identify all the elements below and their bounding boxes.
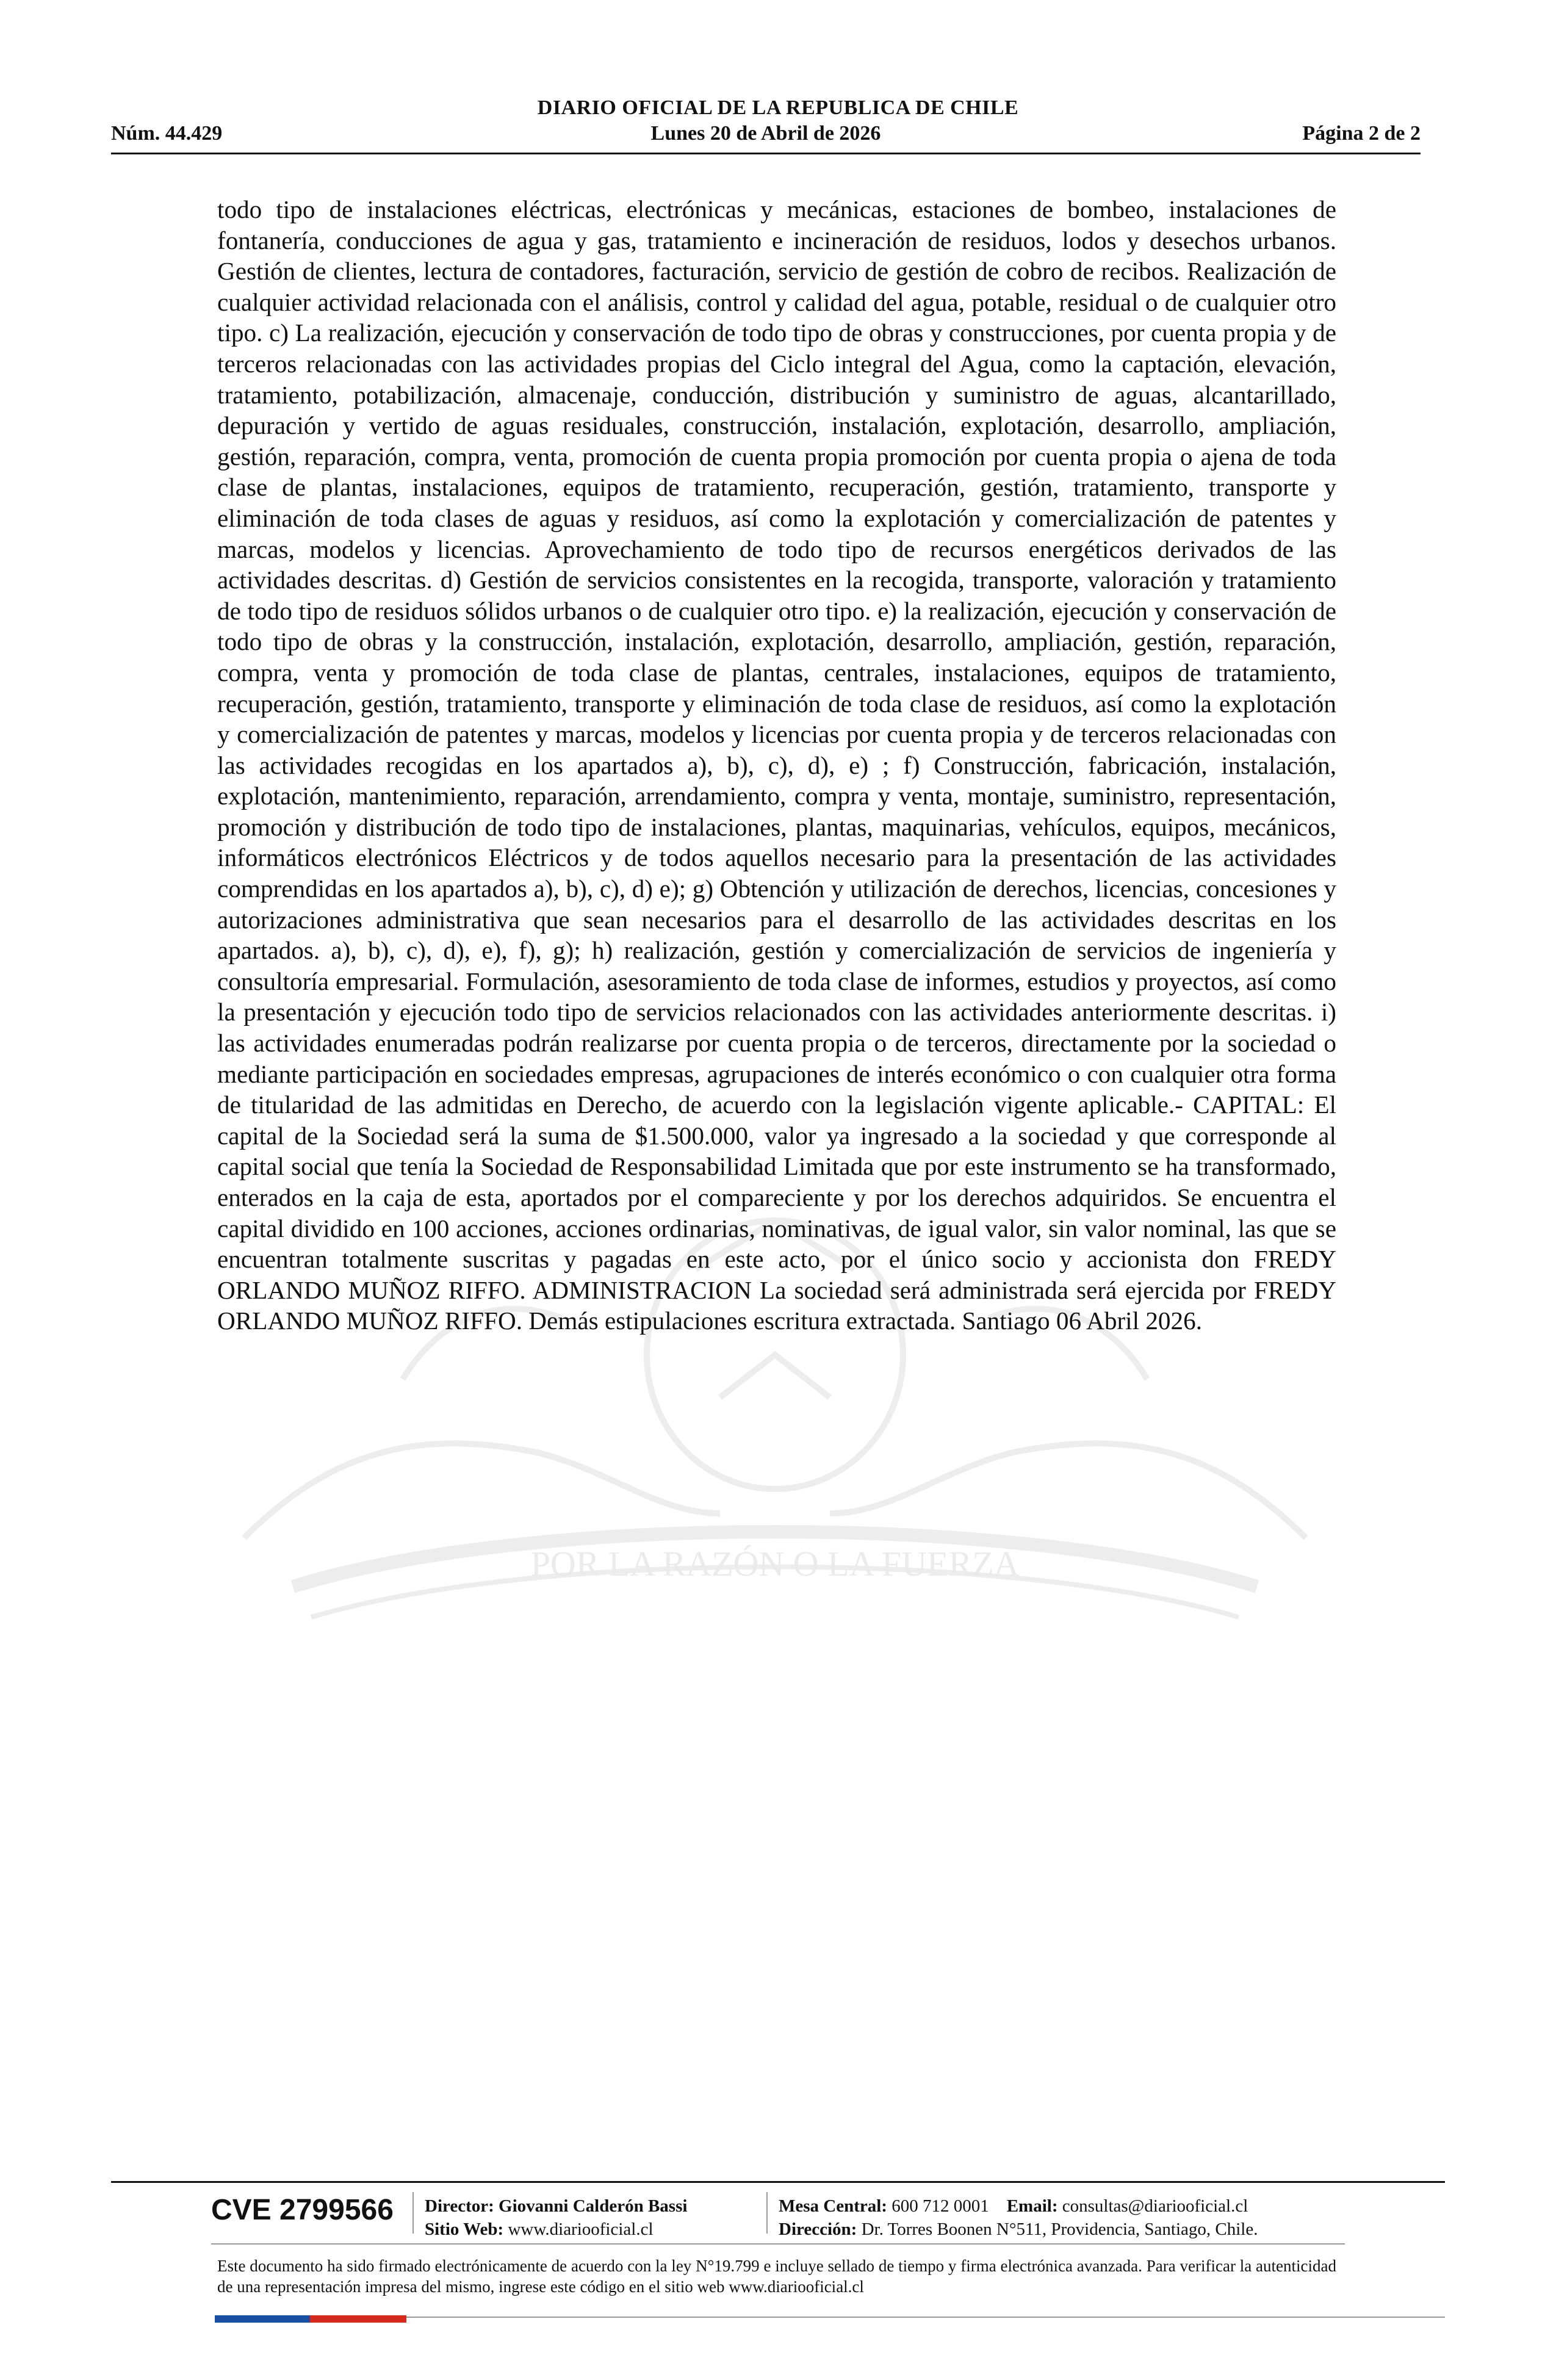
address-value: Dr. Torres Boonen N°511, Providencia, Santiago, Chile.: [861, 2220, 1258, 2239]
site-label: Sitio Web:: [425, 2220, 504, 2239]
issue-date: Lunes 20 de Abril de 2026: [650, 122, 881, 145]
cve-code: CVE 2799566: [211, 2194, 394, 2226]
footer-separator: [412, 2192, 414, 2234]
address-label: Dirección:: [779, 2220, 857, 2239]
flag-red-segment: [310, 2315, 406, 2323]
footer-divider-mid: [211, 2243, 1345, 2245]
extract-body-text: todo tipo de instalaciones eléctricas, electrónicas y mecánicas, estaciones de bombeo, instalaciones de fontanería, conducciones de agua y gas, tratamiento e incineración de residuos, lodos y desechos urbanos. Gestión de clientes, lectura de contadores, facturación, servicio de gestión de cobro de recibos. Realización de cualquier actividad relacionada con el análisis, control y calidad del agua, potable, residual o de cualquier otro tipo. c) La realización, ejecución y conservación de todo tipo de obras y construcciones, por cuenta propia y de terceros relacionadas con las actividades propias del Ciclo integral del Agua, como la captación, elevación, tratamiento, potabilización, almacenaje, conducción, distribución y suministro de aguas, alcantarillado, depuración y vertido de aguas residuales, construcción, instalación, explotación, desarrollo, ampliación, gestión, reparación, compra, venta, promoción de cuenta propia promoción por cuenta propia o ajena de toda clase de plantas, instalaciones, equipos de tratamiento, recuperación, gestión, tratamiento, transporte y eliminación de toda clases de aguas y residuos, así como la explotación y comercialización de patentes y marcas, modelos y licencias. Aprovechamiento de todo tipo de recursos energéticos derivados de las actividades descritas. d) Gestión de servicios consistentes en la recogida, transporte, valoración y tratamiento de todo tipo de residuos sólidos urbanos o de cualquier otro tipo. e) la realización, ejecución y conservación de todo tipo de obras y la construcción, instalación, explotación, desarrollo, ampliación, gestión, reparación, compra, venta y promoción de toda clase de plantas, centrales, instalaciones, equipos de tratamiento, recuperación, gestión, tratamiento, transporte y eliminación de toda clase de residuos, así como la explotación y comercialización de patentes y marcas, modelos y licencias por cuenta propia y de terceros relacionadas con las actividades recogidas en los apartados a), b), c), d), e) ; f) Construcción, fabricación, instalación, explotación, mantenimiento, reparación, arrendamiento, compra y venta, montaje, suministro, representación, promoción y distribución de todo tipo de instalaciones, plantas, maquinarias, vehículos, equipos, mecánicos, informáticos electrónicos Eléctricos y de todos aquellos necesario para la presentación de las actividades comprendidas en los apartados a), b), c), d) e); g) Obtención y utilización de derechos, licencias, concesiones y autorizaciones administrativa que sean necesarios para el desarrollo de las actividades descritas en los apartados. a), b), c), d), e), f), g); h) realización, gestión y comercialización de servicios de ingeniería y consultoría empresarial. Formulación, asesoramiento de toda clase de informes, estudios y proyectos, así como la presentación y ejecución todo tipo de servicios relacionados con las actividades anteriormente descritas. i) las actividades enumeradas podrán realizarse por cuenta propia o de terceros, directamente por la sociedad o mediante participación en sociedades empresas, agrupaciones de interés económico o con cualquier otra forma de titularidad de las admitidas en Derecho, de acuerdo con la legislación vigente aplicable.- CAPITAL: El capital de la Sociedad será la suma de $1.500.000, valor ya ingresado a la sociedad y que corresponde al capital social que tenía la Sociedad de Responsabilidad Limitada que por este instrumento se ha transformado, enterados en la caja de esta, aportados por el compareciente y por los derechos adquiridos. Se encuentra el capital dividido en 100 acciones, acciones ordinarias, nominativas, de igual valor, sin valor nominal, las que se encuentran totalmente suscritas y pagadas en este acto, por el único socio y accionista don FREDY ORLANDO MUÑOZ RIFFO. ADMINISTRACION La sociedad será administrada será ejercida por FREDY ORLANDO MUÑOZ RIFFO. Demás estipulaciones escritura extractada. Santiago 06 Abril 2026.: [217, 195, 1336, 1335]
email-link[interactable]: consultas@diariooficial.cl: [1062, 2196, 1248, 2216]
footer-separator: [766, 2192, 768, 2234]
watermark-motto: POR LA RAZÓN O LA FUERZA: [530, 1544, 1020, 1584]
header-meta: [111, 122, 1421, 149]
header-divider: [111, 153, 1421, 154]
footer-contact-block: [779, 2194, 1258, 2241]
footer-divider-top: [111, 2181, 1445, 2183]
site-link[interactable]: www.diariooficial.cl: [508, 2220, 654, 2239]
flag-blue-segment: [215, 2315, 310, 2323]
page-indicator: Página 2 de 2: [1302, 122, 1421, 145]
director-label: Director:: [425, 2196, 494, 2216]
director-name: Giovanni Calderón Bassi: [499, 2196, 688, 2216]
publication-title: DIARIO OFICIAL DE LA REPUBLICA DE CHILE: [537, 96, 1019, 119]
footer-director-block: [425, 2194, 687, 2241]
flag-color-bar: [215, 2315, 406, 2323]
phone-label: Mesa Central:: [779, 2196, 887, 2216]
email-label: Email:: [1006, 2196, 1058, 2216]
legal-notice: Este documento ha sido firmado electrónicamente de acuerdo con la ley N°19.799 e incluye sellado de tiempo y firma electrónica avanzada. Para verificar la autenticidad de una representación impresa del mismo, ingrese este código en el sitio web www.diariooficial.cl: [217, 2257, 1336, 2296]
issue-number: Núm. 44.429: [111, 122, 223, 145]
phone-value: 600 712 0001: [891, 2196, 989, 2216]
